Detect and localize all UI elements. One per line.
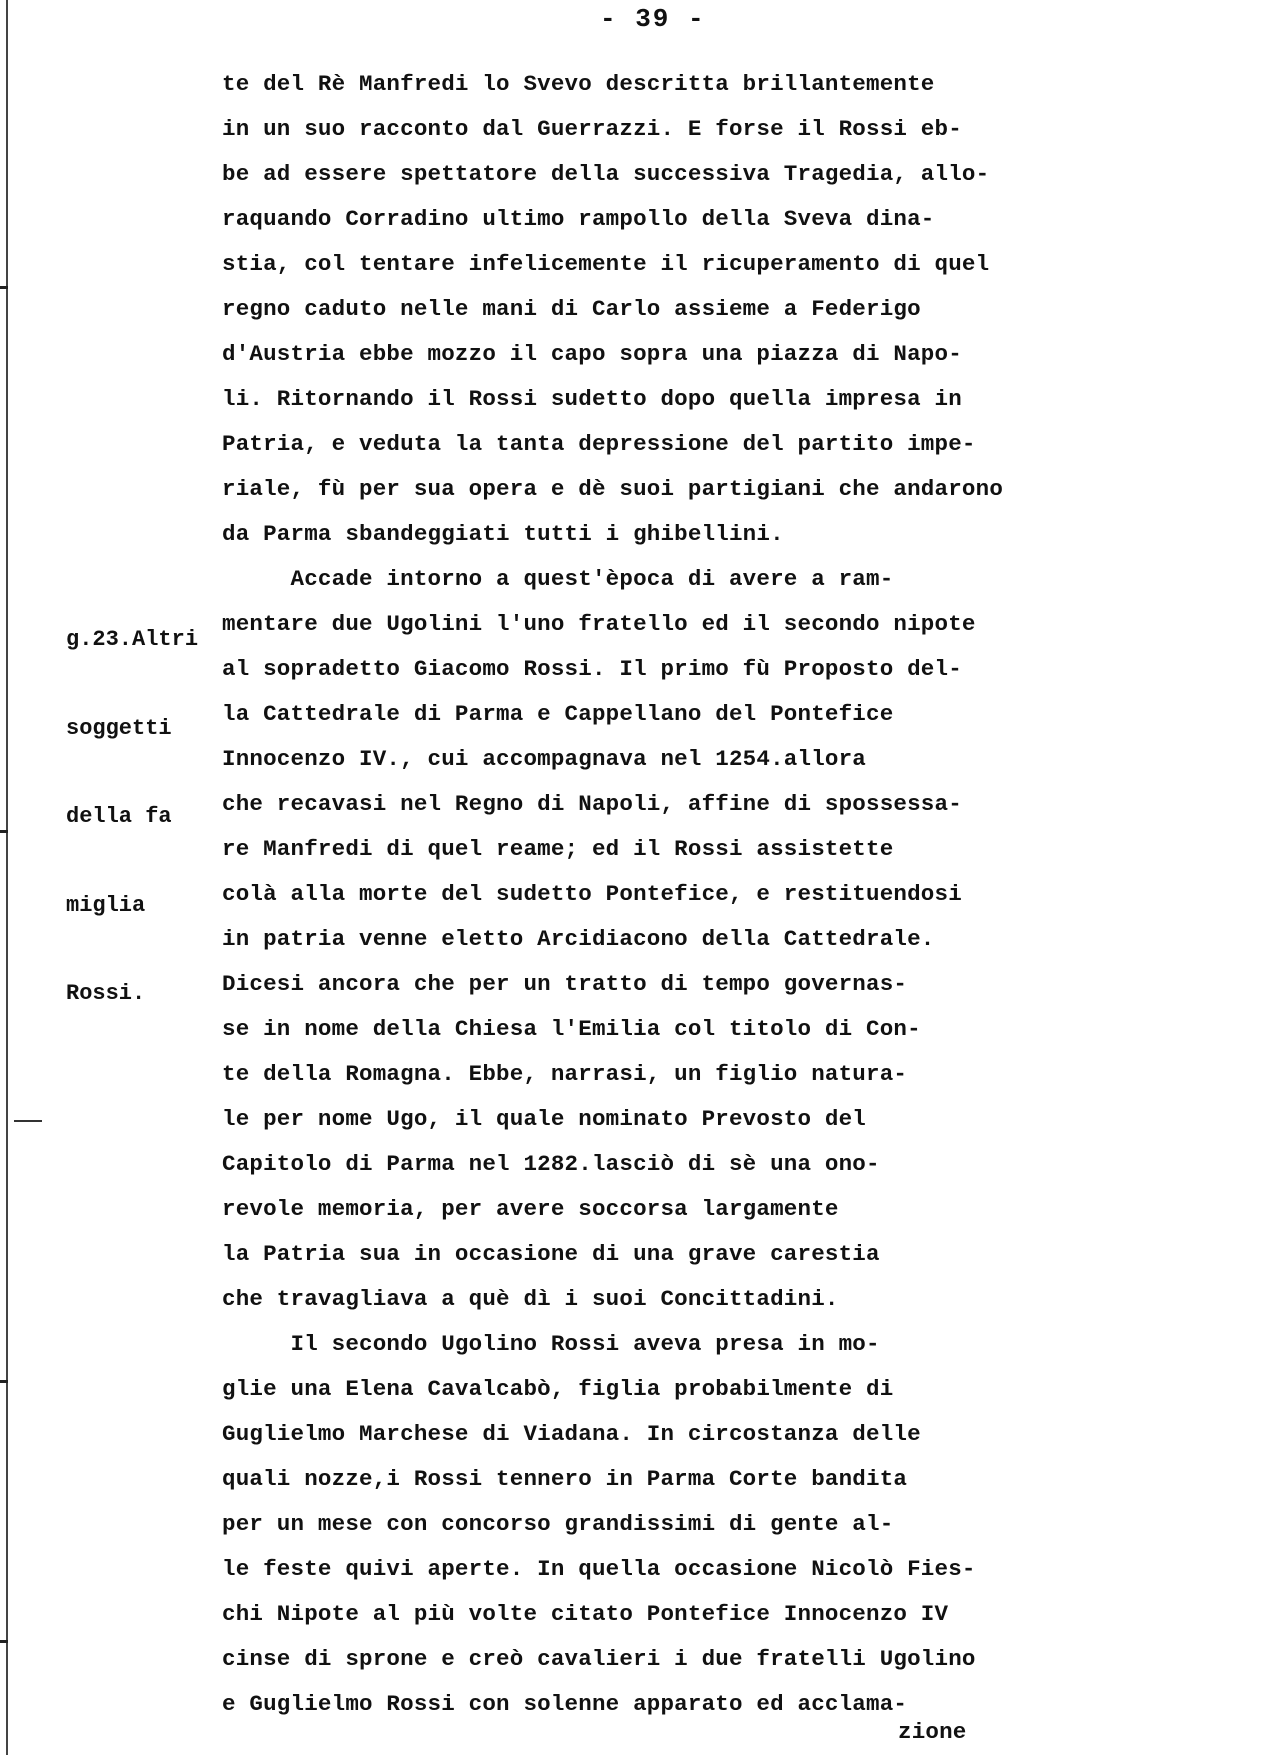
text-line: regno caduto nelle mani di Carlo assieme a Federigo: [222, 296, 921, 322]
text-line: Patria, e veduta la tanta depressione del partito impe-: [222, 431, 976, 457]
scan-edge-tick: [0, 1380, 8, 1383]
text-line: da Parma sbandeggiati tutti i ghibellini.: [222, 521, 784, 547]
text-line: Accade intorno a quest'època di avere a ram-: [222, 566, 894, 592]
text-line: Dicesi ancora che per un tratto di tempo governas-: [222, 971, 908, 997]
text-line: te del Rè Manfredi lo Svevo descritta brillantemente: [222, 71, 935, 97]
text-line: al sopradetto Giacomo Rossi. Il primo fù Proposto del-: [222, 656, 962, 682]
text-line: glie una Elena Cavalcabò, figlia probabilmente di: [222, 1376, 894, 1402]
text-line: riale, fù per sua opera e dè suoi partigiani che andarono: [222, 476, 1004, 502]
text-line: Guglielmo Marchese di Viadana. In circostanza delle: [222, 1421, 921, 1447]
margin-note-line: soggetti: [66, 715, 172, 741]
text-line: colà alla morte del sudetto Pontefice, e restituendosi: [222, 881, 962, 907]
text-line: che travagliava a què dì i suoi Concittadini.: [222, 1286, 839, 1312]
margin-note-line: Rossi.: [66, 981, 146, 1006]
text-line: re Manfredi di quel reame; ed il Rossi assistette: [222, 836, 894, 862]
margin-note-line: miglia: [66, 892, 146, 918]
text-line: le feste quivi aperte. In quella occasione Nicolò Fies-: [222, 1556, 976, 1582]
scan-edge-tick: [0, 830, 8, 833]
scan-edge-line: [6, 0, 8, 1755]
text-line: raquando Corradino ultimo rampollo della Sveva dina-: [222, 206, 935, 232]
text-line: in un suo racconto dal Guerrazzi. E forse il Rossi eb-: [222, 116, 962, 142]
text-line: in patria venne eletto Arcidiacono della Cattedrale.: [222, 926, 935, 952]
text-line: quali nozze,i Rossi tennero in Parma Corte bandita: [222, 1466, 908, 1492]
catchword: zione: [898, 1719, 967, 1745]
text-line: per un mese con concorso grandissimi di gente al-: [222, 1511, 894, 1537]
scan-dash-mark: [14, 1120, 42, 1122]
margin-note-line: della fa: [66, 804, 172, 829]
scan-edge-tick: [0, 286, 8, 289]
scan-edge-tick: [0, 1640, 8, 1643]
text-line: be ad essere spettatore della successiva Tragedia, allo-: [222, 161, 990, 187]
text-line: mentare due Ugolini l'uno fratello ed il secondo nipote: [222, 611, 976, 637]
text-line: e Guglielmo Rossi con solenne apparato ed acclama-: [222, 1691, 908, 1717]
text-line: le per nome Ugo, il quale nominato Prevosto del: [222, 1106, 867, 1132]
text-line: la Cattedrale di Parma e Cappellano del Pontefice: [222, 701, 894, 727]
text-line: Il secondo Ugolino Rossi aveva presa in mo-: [222, 1331, 880, 1357]
text-line: che recavasi nel Regno di Napoli, affine di spossessa-: [222, 791, 962, 817]
text-line: li. Ritornando il Rossi sudetto dopo quella impresa in: [222, 386, 962, 412]
page-number: - 39 -: [600, 4, 706, 34]
text-line: chi Nipote al più volte citato Pontefice Innocenzo IV: [222, 1601, 949, 1627]
text-line: te della Romagna. Ebbe, narrasi, un figlio natura-: [222, 1061, 908, 1087]
text-line: revole memoria, per avere soccorsa largamente: [222, 1196, 839, 1222]
margin-note: [66, 566, 198, 1038]
text-line: Capitolo di Parma nel 1282.lasciò di sè una ono-: [222, 1151, 880, 1177]
text-line: stia, col tentare infelicemente il ricuperamento di quel: [222, 251, 990, 277]
text-line: Innocenzo IV., cui accompagnava nel 1254.allora: [222, 746, 867, 772]
text-line: la Patria sua in occasione di una grave carestia: [222, 1241, 880, 1267]
text-line: d'Austria ebbe mozzo il capo sopra una piazza di Napo-: [222, 341, 962, 367]
text-line: cinse di sprone e creò cavalieri i due fratelli Ugolino: [222, 1646, 976, 1672]
text-line: se in nome della Chiesa l'Emilia col titolo di Con-: [222, 1016, 921, 1042]
margin-note-line: g.23.Altri: [66, 627, 199, 652]
